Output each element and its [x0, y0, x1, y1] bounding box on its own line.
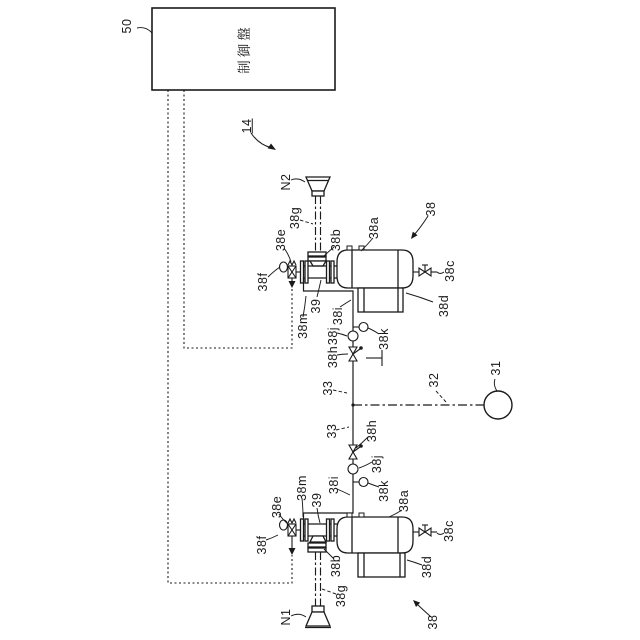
label-38k-upper: 38k — [376, 328, 391, 350]
label-38a-upper: 38a — [366, 216, 381, 240]
label-38i-upper: 38i — [330, 306, 345, 326]
tank-38a-lower — [337, 513, 413, 553]
gauge-38k-lower — [353, 478, 368, 487]
label-38-lower: 38 — [425, 614, 440, 630]
motor-38d-lower — [358, 553, 405, 577]
label-38d-upper: 38d — [436, 294, 451, 318]
valve-38ef-lower — [280, 519, 302, 555]
hopper-n2 — [306, 177, 330, 196]
label-38c-upper: 38c — [442, 260, 457, 282]
hopper-n1 — [305, 606, 331, 628]
label-38f-upper: 38f — [255, 272, 270, 292]
label-38k-lower: 38k — [376, 480, 391, 502]
motor-38d-upper — [358, 288, 403, 312]
label-39-lower: 39 — [309, 492, 324, 508]
label-38h-upper: 38h — [325, 345, 340, 369]
outlet-connector-38b-lower — [308, 536, 326, 552]
label-38-upper: 38 — [423, 201, 438, 217]
pump-38j-upper — [348, 331, 358, 341]
label-38b-upper: 38b — [328, 228, 343, 252]
component-31 — [484, 391, 512, 419]
valve-38h-upper — [349, 346, 363, 361]
label-31: 31 — [488, 360, 503, 376]
label-38i-lower: 38i — [326, 475, 341, 495]
label-38g-upper: 38g — [287, 206, 302, 230]
control-signal-line-upper — [184, 90, 292, 348]
label-38j-upper: 38j — [325, 326, 340, 346]
gauge-38k-upper — [353, 323, 368, 332]
label-39-upper: 39 — [308, 298, 323, 314]
valve-38c-upper — [413, 265, 437, 276]
inlet-connector-38b-upper — [308, 252, 326, 266]
label-38g-lower: 38g — [333, 584, 348, 608]
label-38d-lower: 38d — [419, 555, 434, 579]
label-38m-lower: 38m — [294, 475, 309, 501]
label-38h-lower: 38h — [364, 419, 379, 443]
label-n1: N1 — [278, 608, 293, 626]
label-33-upper: 33 — [320, 380, 335, 396]
label-38a-lower: 38a — [396, 489, 411, 513]
ref-38-arrow-upper — [411, 216, 428, 239]
label-33-lower: 33 — [324, 423, 339, 439]
pump-38j-lower — [348, 464, 358, 474]
capped-branch-upper — [366, 350, 382, 366]
label-14: 14 — [239, 118, 254, 134]
valve-38ef-upper — [280, 261, 302, 288]
label-38b-lower: 38b — [328, 554, 343, 578]
tank-38a-upper — [337, 246, 413, 288]
label-38e-lower: 38e — [269, 495, 284, 519]
label-38e-upper: 38e — [273, 228, 288, 252]
label-38f-lower: 38f — [254, 535, 269, 555]
control-panel-label: 制御盤 — [237, 24, 252, 74]
label-38j-lower: 38j — [369, 454, 384, 474]
feed-pipe-38g-lower — [316, 552, 321, 606]
label-38c-lower: 38c — [441, 520, 456, 542]
label-38m-upper: 38m — [295, 313, 310, 339]
label-n2: N2 — [278, 173, 293, 191]
valve-38h-lower — [349, 444, 363, 459]
label-50: 50 — [119, 18, 134, 34]
label-32: 32 — [426, 372, 441, 388]
figure-14-arrow — [251, 133, 276, 150]
valve-38c-lower — [413, 525, 437, 536]
feed-pipe-38g-upper — [316, 196, 321, 252]
